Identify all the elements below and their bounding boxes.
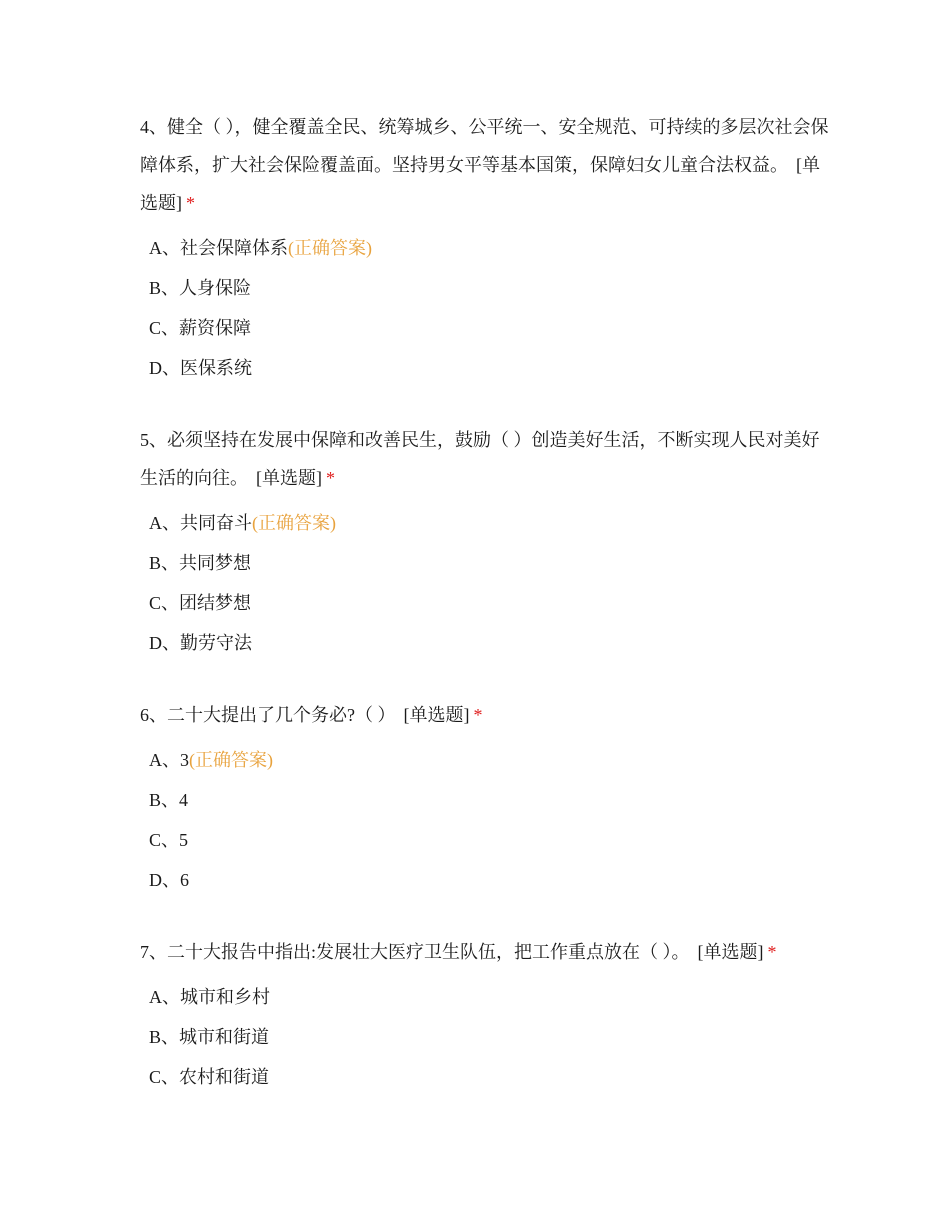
- option-b[interactable]: [140, 780, 830, 820]
- option-letter: A、: [149, 513, 180, 533]
- question-text: 二十大报告中指出:发展壮大医疗卫生队伍，把工作重点放在（ ）。: [167, 942, 690, 962]
- question-type-label: [单选题]: [403, 705, 470, 725]
- question-type-label: [单选题]: [256, 468, 322, 488]
- option-c[interactable]: [140, 820, 830, 860]
- question-text: 必须坚持在发展中保障和改善民生，鼓励（ ）创造美好生活，不断实现人民对美好生活的向往。: [140, 430, 820, 488]
- option-letter: C、: [149, 830, 180, 850]
- option-d[interactable]: [140, 623, 830, 663]
- required-marker: *: [326, 468, 335, 488]
- option-text: 城市和乡村: [180, 987, 270, 1007]
- option-text: 城市和街道: [179, 1027, 270, 1047]
- option-text: 团结梦想: [179, 593, 252, 613]
- option-letter: C、: [149, 1067, 180, 1087]
- option-c[interactable]: [140, 583, 830, 623]
- option-text: 3: [180, 750, 189, 770]
- option-a[interactable]: [140, 503, 830, 543]
- option-c[interactable]: [140, 1057, 830, 1097]
- option-list: [140, 228, 830, 388]
- option-a[interactable]: [140, 228, 830, 268]
- option-text: 4: [179, 790, 189, 810]
- question-type-label: [单选题]: [697, 942, 764, 962]
- option-letter: A、: [149, 750, 180, 770]
- option-b[interactable]: [140, 1017, 830, 1057]
- option-b[interactable]: [140, 268, 830, 308]
- option-text: 勤劳守法: [180, 633, 252, 653]
- option-letter: B、: [149, 278, 180, 298]
- question-number: 5、: [140, 430, 167, 450]
- option-text: 农村和街道: [179, 1067, 270, 1087]
- option-text: 5: [179, 830, 189, 850]
- question-number: 7、: [140, 942, 167, 962]
- option-c[interactable]: [140, 308, 830, 348]
- option-letter: D、: [149, 358, 180, 378]
- option-text: 薪资保障: [179, 318, 252, 338]
- question-type-label: [单选题]: [140, 155, 820, 213]
- option-list: [140, 977, 830, 1097]
- question-title: [140, 696, 830, 734]
- question-6: [140, 696, 830, 900]
- question-7: [140, 933, 830, 1097]
- question-title: [140, 421, 830, 497]
- question-4: [140, 108, 830, 388]
- required-marker: *: [186, 193, 195, 213]
- option-letter: A、: [149, 987, 180, 1007]
- option-letter: C、: [149, 318, 180, 338]
- option-letter: B、: [149, 553, 180, 573]
- option-b[interactable]: [140, 543, 830, 583]
- required-marker: *: [473, 705, 483, 725]
- required-marker: *: [767, 942, 777, 962]
- option-text: 人身保险: [179, 278, 252, 298]
- option-text: 6: [180, 870, 189, 890]
- option-letter: C、: [149, 593, 180, 613]
- option-list: [140, 740, 830, 900]
- survey-page: [140, 108, 830, 1130]
- option-letter: B、: [149, 790, 180, 810]
- correct-answer-tag: (正确答案): [252, 513, 336, 533]
- question-5: [140, 421, 830, 663]
- question-title: [140, 108, 830, 222]
- option-d[interactable]: [140, 348, 830, 388]
- correct-answer-tag: (正确答案): [288, 238, 372, 258]
- question-number: 6、: [140, 705, 167, 725]
- option-a[interactable]: [140, 740, 830, 780]
- question-number: 4、: [140, 117, 167, 137]
- option-letter: B、: [149, 1027, 180, 1047]
- question-text: 健全（ ），健全覆盖全民、统筹城乡、公平统一、安全规范、可持续的多层次社会保障体系，扩大社会保险覆盖面。坚持男女平等基本国策，保障妇女儿童合法权益。: [140, 117, 829, 175]
- option-list: [140, 503, 830, 663]
- option-text: 共同奋斗: [180, 513, 252, 533]
- question-title: [140, 933, 830, 971]
- option-letter: D、: [149, 633, 180, 653]
- option-d[interactable]: [140, 860, 830, 900]
- option-text: 共同梦想: [179, 553, 252, 573]
- option-text: 社会保障体系: [180, 238, 288, 258]
- option-letter: A、: [149, 238, 180, 258]
- option-a[interactable]: [140, 977, 830, 1017]
- correct-answer-tag: (正确答案): [189, 750, 273, 770]
- option-text: 医保系统: [180, 358, 252, 378]
- question-text: 二十大提出了几个务必?（ ）: [167, 705, 396, 725]
- option-letter: D、: [149, 870, 180, 890]
